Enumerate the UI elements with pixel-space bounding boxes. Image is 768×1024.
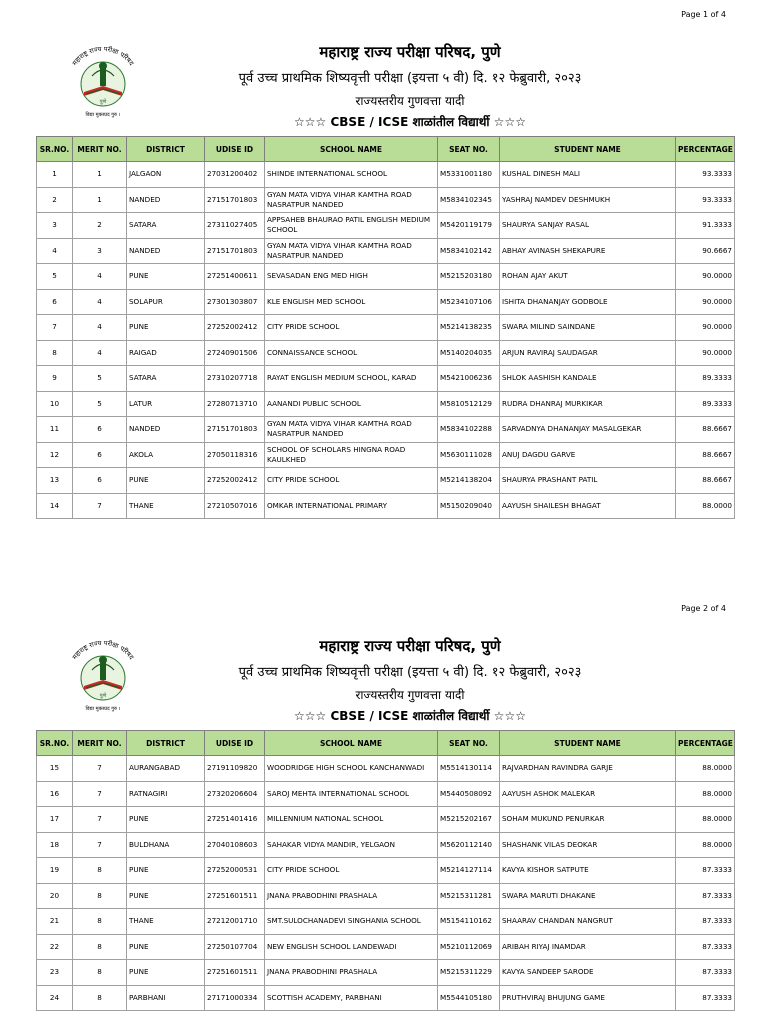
percentage: 88.0000 (676, 807, 735, 833)
page-2 (0, 594, 768, 1024)
percentage: 87.3333 (676, 934, 735, 960)
sr-no: 7 (37, 315, 73, 341)
udise-id: 27050118316 (205, 442, 265, 468)
seat-no: M5620112140 (438, 832, 500, 858)
merit-no: 7 (73, 832, 127, 858)
school-name: SMT.SULOCHANADEVI SINGHANIA SCHOOL (265, 909, 438, 935)
student-name: SHAARAV CHANDAN NANGRUT (500, 909, 676, 935)
merit-no: 4 (73, 264, 127, 290)
sr-no: 21 (37, 909, 73, 935)
seat-no: M5215203180 (438, 264, 500, 290)
seat-no: M5210112069 (438, 934, 500, 960)
sr-no: 8 (37, 340, 73, 366)
seat-no: M5420119179 (438, 213, 500, 239)
merit-no: 6 (73, 468, 127, 494)
school-name: MILLENNIUM NATIONAL SCHOOL (265, 807, 438, 833)
school-name: CONNAISSANCE SCHOOL (265, 340, 438, 366)
merit-no: 7 (73, 807, 127, 833)
percentage: 89.3333 (676, 366, 735, 392)
page-title: महाराष्ट्र राज्य परीक्षा परिषद, पुणे (319, 43, 501, 61)
student-name: SHLOK AASHISH KANDALE (500, 366, 676, 392)
page-title: महाराष्ट्र राज्य परीक्षा परिषद, पुणे (319, 637, 501, 655)
seat-no: M5544105180 (438, 985, 500, 1011)
district: PARBHANI (127, 985, 205, 1011)
col-sr-no: SR.NO. (37, 731, 73, 756)
udise-id: 27311027405 (205, 213, 265, 239)
table-row (37, 289, 735, 315)
percentage: 93.3333 (676, 187, 735, 213)
district: THANE (127, 909, 205, 935)
svg-text:महाराष्ट्र राज्य परीक्षा परिषद: महाराष्ट्र राज्य परीक्षा परिषद (70, 44, 136, 67)
district: PUNE (127, 883, 205, 909)
svg-text:पुणे: पुणे (99, 693, 107, 699)
student-name: SHAURYA SANJAY RASAL (500, 213, 676, 239)
student-name: SHAURYA PRASHANT PATIL (500, 468, 676, 494)
sr-no: 10 (37, 391, 73, 417)
sr-no: 24 (37, 985, 73, 1011)
col-seat-no: SEAT NO. (438, 731, 500, 756)
udise-id: 27191109820 (205, 756, 265, 782)
percentage: 91.3333 (676, 213, 735, 239)
district: PUNE (127, 960, 205, 986)
student-name: SHASHANK VILAS DEOKAR (500, 832, 676, 858)
seat-no: M5331001180 (438, 162, 500, 188)
district: PUNE (127, 858, 205, 884)
district: PUNE (127, 807, 205, 833)
col-percentage: PERCENTAGE (676, 137, 735, 162)
merit-no: 7 (73, 756, 127, 782)
table-row (37, 493, 735, 519)
exam-council-logo (62, 40, 144, 122)
table-row (37, 213, 735, 239)
table-row (37, 366, 735, 392)
percentage: 90.0000 (676, 315, 735, 341)
student-name: KAVYA KISHOR SATPUTE (500, 858, 676, 884)
exam-subtitle: पूर्व उच्च प्राथमिक शिष्यवृत्ती परीक्षा (इयत्ता ५ वी) दि. १२ फेब्रुवारी, २०२३ (238, 71, 582, 86)
sr-no: 14 (37, 493, 73, 519)
svg-text:विद्या मुक्तप्रद गुरु ।: विद्या मुक्तप्रद गुरु । (85, 706, 121, 712)
percentage: 87.3333 (676, 960, 735, 986)
table-row (37, 442, 735, 468)
student-name: SOHAM MUKUND PENURKAR (500, 807, 676, 833)
sr-no: 1 (37, 162, 73, 188)
merit-no: 8 (73, 909, 127, 935)
merit-no: 6 (73, 417, 127, 443)
udise-id: 27251601511 (205, 960, 265, 986)
table-header (37, 137, 735, 162)
school-name: JNANA PRABODHINI PRASHALA (265, 960, 438, 986)
school-name: CITY PRIDE SCHOOL (265, 315, 438, 341)
list-title: राज्यस्तरीय गुणवत्ता यादी (355, 688, 465, 702)
percentage: 88.6667 (676, 417, 735, 443)
student-name: ABHAY AVINASH SHEKAPURE (500, 238, 676, 264)
student-name: AAYUSH SHAILESH BHAGAT (500, 493, 676, 519)
district: SATARA (127, 213, 205, 239)
district: AURANGABAD (127, 756, 205, 782)
table-row (37, 858, 735, 884)
col-udise-id: UDISE ID (205, 137, 265, 162)
percentage: 90.0000 (676, 340, 735, 366)
sr-no: 18 (37, 832, 73, 858)
svg-text:पुणे: पुणे (99, 99, 107, 105)
student-name: PRUTHVIRAJ BHUJUNG GAME (500, 985, 676, 1011)
sr-no: 20 (37, 883, 73, 909)
district: RATNAGIRI (127, 781, 205, 807)
student-name: SARVADNYA DHANANJAY MASALGEKAR (500, 417, 676, 443)
svg-text:विद्या मुक्तप्रद गुरु ।: विद्या मुक्तप्रद गुरु । (85, 112, 121, 118)
col-student-name: STUDENT NAME (500, 731, 676, 756)
udise-id: 27320206604 (205, 781, 265, 807)
udise-id: 27040108603 (205, 832, 265, 858)
sr-no: 22 (37, 934, 73, 960)
district: BULDHANA (127, 832, 205, 858)
udise-id: 27251400611 (205, 264, 265, 290)
school-name: SAHAKAR VIDYA MANDIR, YELGAON (265, 832, 438, 858)
percentage: 87.3333 (676, 985, 735, 1011)
student-name: SWARA MARUTI DHAKANE (500, 883, 676, 909)
merit-no: 8 (73, 858, 127, 884)
school-name: GYAN MATA VIDYA VIHAR KAMTHA ROAD NASRATPUR NANDED (265, 187, 438, 213)
percentage: 88.0000 (676, 832, 735, 858)
school-name: APPSAHEB BHAURAO PATIL ENGLISH MEDIUM SCHOOL (265, 213, 438, 239)
udise-id: 27031200402 (205, 162, 265, 188)
percentage: 90.0000 (676, 264, 735, 290)
table-row (37, 985, 735, 1011)
student-name: ARJUN RAVIRAJ SAUDAGAR (500, 340, 676, 366)
seat-no: M5834102142 (438, 238, 500, 264)
seat-no: M5834102288 (438, 417, 500, 443)
sr-no: 23 (37, 960, 73, 986)
school-name: NEW ENGLISH SCHOOL LANDEWADI (265, 934, 438, 960)
udise-id: 27251401416 (205, 807, 265, 833)
district: NANDED (127, 417, 205, 443)
col-district: DISTRICT (127, 731, 205, 756)
district: PUNE (127, 934, 205, 960)
sr-no: 4 (37, 238, 73, 264)
seat-no: M5140204035 (438, 340, 500, 366)
col-sr-no: SR.NO. (37, 137, 73, 162)
sr-no: 9 (37, 366, 73, 392)
merit-no: 8 (73, 934, 127, 960)
school-name: KLE ENGLISH MED SCHOOL (265, 289, 438, 315)
seat-no: M5440508092 (438, 781, 500, 807)
merit-no: 5 (73, 391, 127, 417)
table-row (37, 883, 735, 909)
merit-no: 8 (73, 960, 127, 986)
sr-no: 12 (37, 442, 73, 468)
percentage: 90.6667 (676, 238, 735, 264)
merit-no: 1 (73, 187, 127, 213)
table-header (37, 731, 735, 756)
table-row (37, 756, 735, 782)
school-name: SAROJ MEHTA INTERNATIONAL SCHOOL (265, 781, 438, 807)
col-merit-no: MERIT NO. (73, 731, 127, 756)
table-row (37, 934, 735, 960)
student-name: KUSHAL DINESH MALI (500, 162, 676, 188)
school-name: GYAN MATA VIDYA VIHAR KAMTHA ROAD NASRATPUR NANDED (265, 417, 438, 443)
sr-no: 17 (37, 807, 73, 833)
seat-no: M5215311281 (438, 883, 500, 909)
district: THANE (127, 493, 205, 519)
percentage: 88.0000 (676, 756, 735, 782)
seat-no: M5421006236 (438, 366, 500, 392)
list-title: राज्यस्तरीय गुणवत्ता यादी (355, 94, 465, 108)
school-name: SCOTTISH ACADEMY, PARBHANI (265, 985, 438, 1011)
percentage: 88.6667 (676, 468, 735, 494)
student-name: YASHRAJ NAMDEV DESHMUKH (500, 187, 676, 213)
table-row (37, 340, 735, 366)
merit-no: 1 (73, 162, 127, 188)
district: NANDED (127, 238, 205, 264)
district: JALGAON (127, 162, 205, 188)
table-row (37, 315, 735, 341)
merit-no: 7 (73, 781, 127, 807)
student-name: RAJVARDHAN RAVINDRA GARJE (500, 756, 676, 782)
category-title: ☆☆☆ CBSE / ICSE शाळांतील विद्यार्थी ☆☆☆ (294, 709, 526, 723)
student-name: SWARA MILIND SAINDANE (500, 315, 676, 341)
page-number: Page 2 of 4 (681, 604, 726, 613)
udise-id: 27252000531 (205, 858, 265, 884)
percentage: 88.0000 (676, 493, 735, 519)
school-name: JNANA PRABODHINI PRASHALA (265, 883, 438, 909)
col-student-name: STUDENT NAME (500, 137, 676, 162)
udise-id: 27252002412 (205, 315, 265, 341)
merit-no: 3 (73, 238, 127, 264)
table-row (37, 781, 735, 807)
school-name: CITY PRIDE SCHOOL (265, 858, 438, 884)
merit-no: 7 (73, 493, 127, 519)
table-row (37, 807, 735, 833)
col-seat-no: SEAT NO. (438, 137, 500, 162)
merit-no: 8 (73, 883, 127, 909)
district: PUNE (127, 468, 205, 494)
udise-id: 27210507016 (205, 493, 265, 519)
district: SATARA (127, 366, 205, 392)
school-name: CITY PRIDE SCHOOL (265, 468, 438, 494)
merit-no: 8 (73, 985, 127, 1011)
seat-no: M5234107106 (438, 289, 500, 315)
col-school-name: SCHOOL NAME (265, 137, 438, 162)
udise-id: 27151701803 (205, 238, 265, 264)
student-name: AAYUSH ASHOK MALEKAR (500, 781, 676, 807)
merit-no: 4 (73, 315, 127, 341)
student-name: ROHAN AJAY AKUT (500, 264, 676, 290)
sr-no: 6 (37, 289, 73, 315)
sr-no: 13 (37, 468, 73, 494)
student-name: ARIBAH RIYAJ INAMDAR (500, 934, 676, 960)
school-name: WOODRIDGE HIGH SCHOOL KANCHANWADI (265, 756, 438, 782)
udise-id: 27171000334 (205, 985, 265, 1011)
udise-id: 27212001710 (205, 909, 265, 935)
table-row (37, 832, 735, 858)
merit-no: 5 (73, 366, 127, 392)
col-merit-no: MERIT NO. (73, 137, 127, 162)
table-row (37, 238, 735, 264)
col-udise-id: UDISE ID (205, 731, 265, 756)
seat-no: M5214138235 (438, 315, 500, 341)
district: PUNE (127, 315, 205, 341)
sr-no: 11 (37, 417, 73, 443)
percentage: 87.3333 (676, 909, 735, 935)
seat-no: M5215311229 (438, 960, 500, 986)
student-name: ANUJ DAGDU GARVE (500, 442, 676, 468)
school-name: GYAN MATA VIDYA VIHAR KAMTHA ROAD NASRATPUR NANDED (265, 238, 438, 264)
col-school-name: SCHOOL NAME (265, 731, 438, 756)
category-title: ☆☆☆ CBSE / ICSE शाळांतील विद्यार्थी ☆☆☆ (294, 115, 526, 129)
seat-no: M5630111028 (438, 442, 500, 468)
table-row (37, 162, 735, 188)
svg-text:महाराष्ट्र राज्य परीक्षा परिषद: महाराष्ट्र राज्य परीक्षा परिषद (70, 638, 136, 661)
merit-table (36, 136, 735, 519)
district: LATUR (127, 391, 205, 417)
merit-no: 4 (73, 289, 127, 315)
percentage: 90.0000 (676, 289, 735, 315)
exam-subtitle: पूर्व उच्च प्राथमिक शिष्यवृत्ती परीक्षा (इयत्ता ५ वी) दि. १२ फेब्रुवारी, २०२३ (238, 665, 582, 680)
udise-id: 27240901506 (205, 340, 265, 366)
percentage: 88.0000 (676, 781, 735, 807)
sr-no: 15 (37, 756, 73, 782)
seat-no: M5214138204 (438, 468, 500, 494)
merit-no: 4 (73, 340, 127, 366)
col-percentage: PERCENTAGE (676, 731, 735, 756)
merit-table (36, 730, 735, 1011)
district: AKOLA (127, 442, 205, 468)
percentage: 88.6667 (676, 442, 735, 468)
seat-no: M5514130114 (438, 756, 500, 782)
percentage: 87.3333 (676, 883, 735, 909)
sr-no: 2 (37, 187, 73, 213)
school-name: SHINDE INTERNATIONAL SCHOOL (265, 162, 438, 188)
district: SOLAPUR (127, 289, 205, 315)
seat-no: M5834102345 (438, 187, 500, 213)
udise-id: 27252002412 (205, 468, 265, 494)
school-name: AANANDI PUBLIC SCHOOL (265, 391, 438, 417)
table-row (37, 468, 735, 494)
sr-no: 3 (37, 213, 73, 239)
table-row (37, 391, 735, 417)
school-name: OMKAR INTERNATIONAL PRIMARY (265, 493, 438, 519)
percentage: 93.3333 (676, 162, 735, 188)
district: RAIGAD (127, 340, 205, 366)
sr-no: 5 (37, 264, 73, 290)
sr-no: 19 (37, 858, 73, 884)
school-name: SEVASADAN ENG MED HIGH (265, 264, 438, 290)
udise-id: 27151701803 (205, 417, 265, 443)
udise-id: 27250107704 (205, 934, 265, 960)
seat-no: M5215202167 (438, 807, 500, 833)
page-number: Page 1 of 4 (681, 10, 726, 19)
merit-no: 6 (73, 442, 127, 468)
percentage: 89.3333 (676, 391, 735, 417)
school-name: SCHOOL OF SCHOLARS HINGNA ROAD KAULKHED (265, 442, 438, 468)
udise-id: 27251601511 (205, 883, 265, 909)
seat-no: M5214127114 (438, 858, 500, 884)
seat-no: M5810512129 (438, 391, 500, 417)
district: NANDED (127, 187, 205, 213)
student-name: ISHITA DHANANJAY GODBOLE (500, 289, 676, 315)
udise-id: 27301303807 (205, 289, 265, 315)
table-row (37, 417, 735, 443)
district: PUNE (127, 264, 205, 290)
table-row (37, 264, 735, 290)
table-row (37, 909, 735, 935)
seat-no: M5150209040 (438, 493, 500, 519)
merit-no: 2 (73, 213, 127, 239)
table-row (37, 187, 735, 213)
udise-id: 27151701803 (205, 187, 265, 213)
udise-id: 27310207718 (205, 366, 265, 392)
table-row (37, 960, 735, 986)
exam-council-logo (62, 634, 144, 716)
student-name: KAVYA SANDEEP SARODE (500, 960, 676, 986)
school-name: RAYAT ENGLISH MEDIUM SCHOOL, KARAD (265, 366, 438, 392)
udise-id: 27280713710 (205, 391, 265, 417)
col-district: DISTRICT (127, 137, 205, 162)
seat-no: M5154110162 (438, 909, 500, 935)
percentage: 87.3333 (676, 858, 735, 884)
sr-no: 16 (37, 781, 73, 807)
student-name: RUDRA DHANRAJ MURKIKAR (500, 391, 676, 417)
